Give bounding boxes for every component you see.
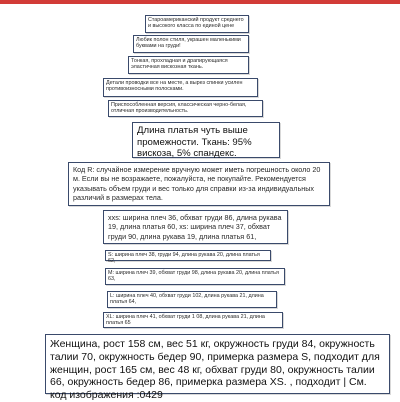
size-xxs-xs: xxs: ширина плеч 36, обхват груди 86, длина рукава 19, длина платья 60, xs: ширина плеч 37, обхват груди 90, длина рукава 19, длина платья 61, [103, 210, 288, 244]
note-style: Любик полон стиля, украшен маленькими буквами на груди! [133, 35, 249, 53]
size-s: S: ширина плеч 38, груди 94, длина рукава 20, длина платья 62, [105, 250, 271, 261]
note-fabric: Тонкая, прохладная и драпирующаяся эластичная вискозная ткань. [128, 56, 249, 74]
size-m: M: ширина плеч 39, обхват груди 98, длина рукава 20, длина платья 63, [105, 268, 285, 285]
note-version: Приспособленная версия, классическая черно-белая, отличная производительность. [108, 100, 263, 117]
note-product-class: Староамериканский продукт среднего и высокого класса по единой цене [145, 15, 249, 33]
note-model-fit: Женщина, рост 158 см, вес 51 кг, окружность груди 84, окружность талии 70, окружность бедер 90, примерка размера S, подходит для женщин, рост 165 см, вес 48 кг, обхват груди 80, окружность талии 66, окружность бедер 86, примерка размера XS. , подходит | См. код изображения :0429 [45, 334, 390, 394]
note-length-fabric: Длина платья чуть выше промежности. Ткань: 95% вискоза, 5% спандекс. [132, 122, 280, 158]
note-measurement: Код R: случайное измерение вручную может иметь погрешность около 20 м. Если вы не возражаете, пожалуйста, не покупайте. Рекомендуется указывать объем груди и вес только для справки из-за индивидуальных различий в размерах тела. [68, 162, 330, 206]
size-l: L: ширина плеч 40, обхват груди 102, длина рукава 21, длина платья 64, [107, 291, 277, 308]
top-accent-bar [0, 0, 400, 4]
size-xl: XL: ширина плеч 41, обхват груди 1 08, длина рукава 21, длина платья 65 [103, 312, 283, 328]
note-details: Детали проводки все на месте, а вырез спинки усилен противоизносными полосками. [103, 78, 258, 97]
